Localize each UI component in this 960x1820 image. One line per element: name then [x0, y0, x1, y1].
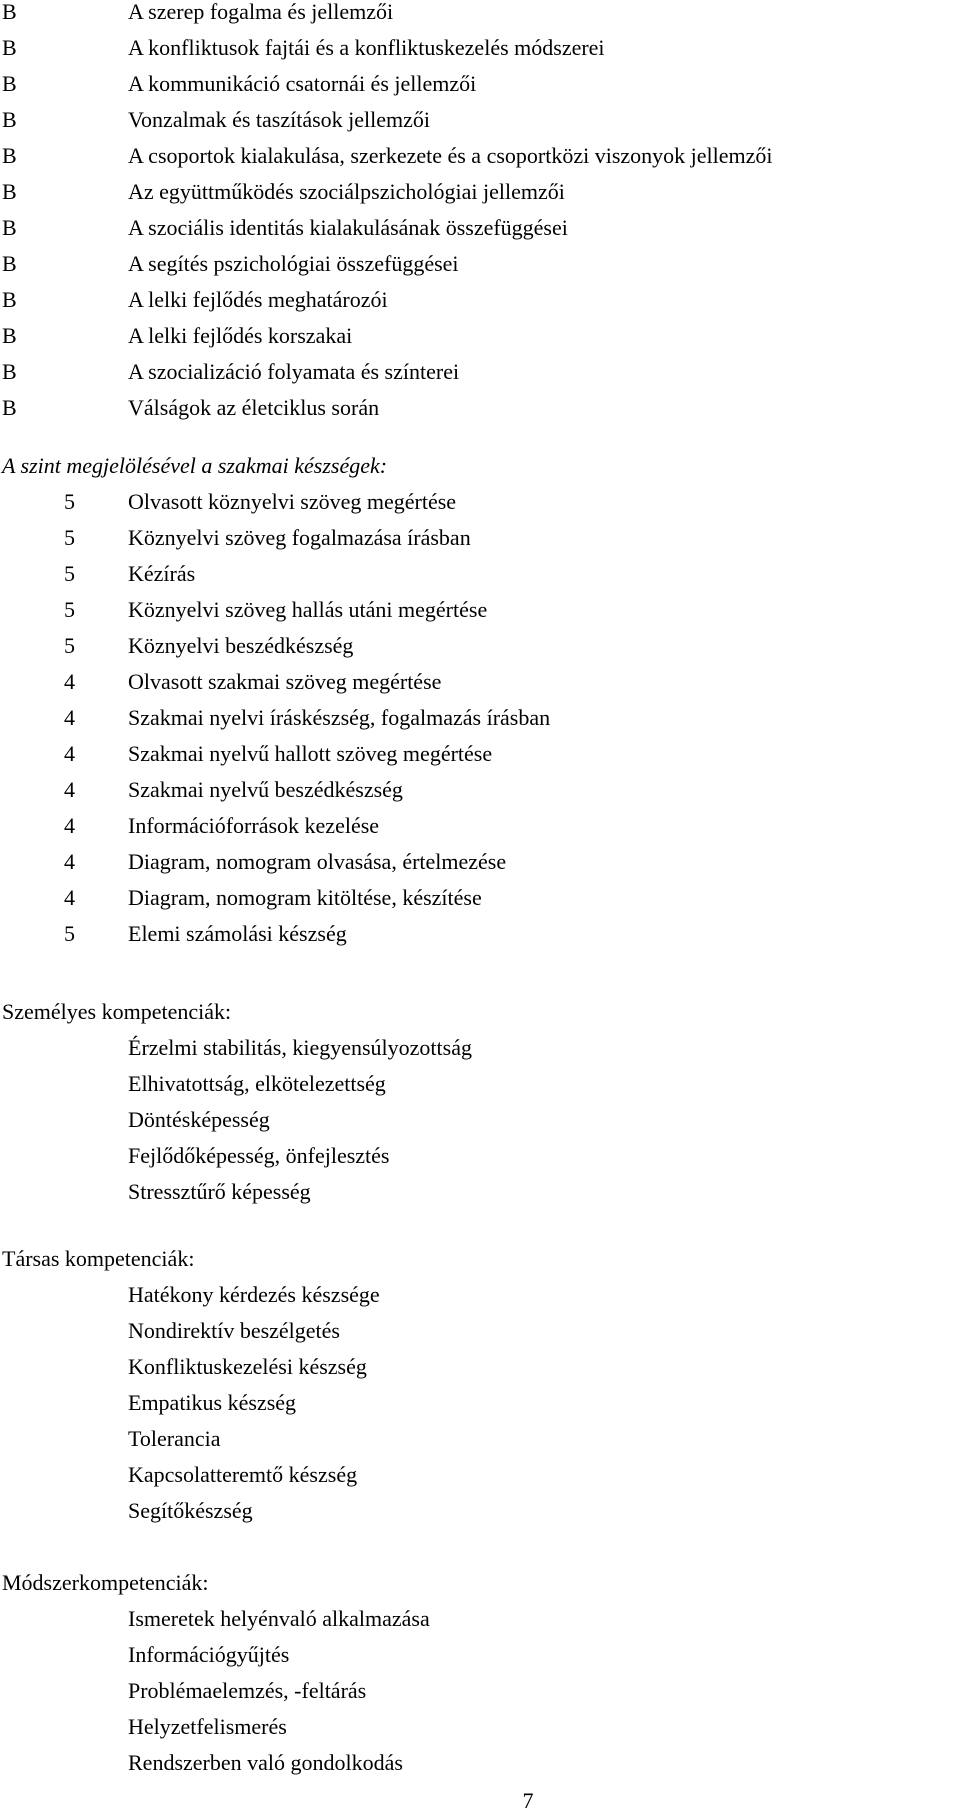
item-text: Köznyelvi szöveg fogalmazása írásban [128, 525, 471, 550]
level-marker: B [2, 35, 17, 60]
section-title: A szint megjelölésével a szakmai készségek: [2, 453, 388, 478]
level-marker: B [2, 179, 17, 204]
level-marker: 5 [64, 921, 75, 946]
list-item [0, 664, 960, 700]
list-item [0, 520, 960, 556]
item-text: Kézírás [128, 561, 196, 586]
item-text: A konfliktusok fajtái és a konfliktuskezelés módszerei [128, 35, 605, 60]
list-item [0, 1030, 960, 1066]
item-text: A szociális identitás kialakulásának összefüggései [128, 215, 568, 240]
list-item [0, 1349, 960, 1385]
level-marker: 4 [64, 705, 75, 730]
item-text: Elemi számolási készség [128, 921, 347, 946]
item-text: A szocializáció folyamata és színterei [128, 359, 460, 384]
section-title: Módszerkompetenciák: [2, 1570, 209, 1595]
item-text: Köznyelvi szöveg hallás utáni megértése [128, 597, 488, 622]
list-item [0, 808, 960, 844]
level-marker: B [2, 143, 17, 168]
list-item [0, 916, 960, 952]
list-item [0, 484, 960, 520]
item-text: Elhivatottság, elkötelezettség [128, 1071, 386, 1096]
list-item [0, 210, 960, 246]
list-item [0, 1102, 960, 1138]
item-text: Köznyelvi beszédkészség [128, 633, 354, 658]
item-text: Vonzalmak és taszítások jellemzői [128, 107, 431, 132]
item-text: Konfliktuskezelési készség [128, 1354, 367, 1379]
method-heading [0, 1565, 960, 1601]
item-text: Hatékony kérdezés készsége [128, 1282, 380, 1307]
level-marker: 5 [64, 489, 75, 514]
section-title: Személyes kompetenciák: [2, 999, 232, 1024]
item-text: Problémaelemzés, -feltárás [128, 1678, 367, 1703]
item-text: Fejlődőképesség, önfejlesztés [128, 1143, 390, 1168]
level-marker: 4 [64, 813, 75, 838]
list-item [0, 1637, 960, 1673]
item-text: Helyzetfelismerés [128, 1714, 287, 1739]
level-marker: B [2, 0, 17, 24]
item-text: Olvasott köznyelvi szöveg megértése [128, 489, 457, 514]
list-item [0, 66, 960, 102]
list-item [0, 772, 960, 808]
item-text: Nondirektív beszélgetés [128, 1318, 340, 1343]
item-text: Olvasott szakmai szöveg megértése [128, 669, 442, 694]
level-marker: 4 [64, 669, 75, 694]
social-heading [0, 1241, 960, 1277]
list-item [0, 102, 960, 138]
list-item [0, 1066, 960, 1102]
level-marker: B [2, 251, 17, 276]
item-text: Stressztűrő képesség [128, 1179, 311, 1204]
list-item [0, 1709, 960, 1745]
list-item [0, 628, 960, 664]
item-text: A szerep fogalma és jellemzői [128, 0, 394, 24]
knowledge-list [0, 0, 960, 426]
item-text: Szakmai nyelvű beszédkészség [128, 777, 403, 802]
item-text: Válságok az életciklus során [128, 395, 380, 420]
item-text: A kommunikáció csatornái és jellemzői [128, 71, 477, 96]
item-text: Diagram, nomogram kitöltése, készítése [128, 885, 482, 910]
skills-section [0, 448, 960, 952]
item-text: Empatikus készség [128, 1390, 297, 1415]
list-item [0, 1601, 960, 1637]
list-item [0, 1673, 960, 1709]
list-item [0, 0, 960, 30]
list-item [0, 1493, 960, 1529]
list-item [0, 1277, 960, 1313]
item-text: Kapcsolatteremtő készség [128, 1462, 358, 1487]
skills-heading [0, 448, 960, 484]
level-marker: B [2, 71, 17, 96]
list-item [0, 174, 960, 210]
level-marker: 5 [64, 561, 75, 586]
level-marker: 4 [64, 849, 75, 874]
item-text: Az együttműködés szociálpszichológiai jellemzői [128, 179, 565, 204]
item-text: A lelki fejlődés meghatározói [128, 287, 388, 312]
level-marker: 5 [64, 633, 75, 658]
list-item [0, 1313, 960, 1349]
item-text: A csoportok kialakulása, szerkezete és a csoportközi viszonyok jellemzői [128, 143, 773, 168]
list-item [0, 1457, 960, 1493]
item-text: Döntésképesség [128, 1107, 270, 1132]
item-text: Diagram, nomogram olvasása, értelmezése [128, 849, 507, 874]
list-item [0, 1174, 960, 1210]
section-title: Társas kompetenciák: [2, 1246, 195, 1271]
level-marker: B [2, 287, 17, 312]
list-item [0, 1745, 960, 1781]
item-text: Ismeretek helyénvaló alkalmazása [128, 1606, 430, 1631]
list-item [0, 736, 960, 772]
list-item [0, 1421, 960, 1457]
method-competencies [0, 1565, 960, 1781]
list-item [0, 390, 960, 426]
item-text: Szakmai nyelvi íráskészség, fogalmazás írásban [128, 705, 551, 730]
item-text: Érzelmi stabilitás, kiegyensúlyozottság [128, 1035, 472, 1060]
list-item [0, 30, 960, 66]
level-marker: 4 [64, 777, 75, 802]
level-marker: B [2, 215, 17, 240]
list-item [0, 880, 960, 916]
item-text: A lelki fejlődés korszakai [128, 323, 353, 348]
level-marker: 5 [64, 525, 75, 550]
social-competencies [0, 1241, 960, 1529]
item-text: Rendszerben való gondolkodás [128, 1750, 403, 1775]
list-item [0, 844, 960, 880]
personal-heading [0, 994, 960, 1030]
list-item [0, 1385, 960, 1421]
list-item [0, 1138, 960, 1174]
list-item [0, 138, 960, 174]
item-text: Segítőkészség [128, 1498, 253, 1523]
item-text: Információgyűjtés [128, 1642, 290, 1667]
item-text: Információforrások kezelése [128, 813, 380, 838]
item-text: A segítés pszichológiai összefüggései [128, 251, 459, 276]
list-item [0, 282, 960, 318]
page-number: 7 [522, 1788, 534, 1813]
level-marker: B [2, 395, 17, 420]
level-marker: B [2, 323, 17, 348]
list-item [0, 354, 960, 390]
item-text: Tolerancia [128, 1426, 221, 1451]
list-item [0, 700, 960, 736]
list-item [0, 592, 960, 628]
level-marker: 5 [64, 597, 75, 622]
level-marker: 4 [64, 885, 75, 910]
personal-competencies [0, 994, 960, 1210]
item-text: Szakmai nyelvű hallott szöveg megértése [128, 741, 493, 766]
list-item [0, 556, 960, 592]
list-item [0, 318, 960, 354]
level-marker: 4 [64, 741, 75, 766]
level-marker: B [2, 107, 17, 132]
list-item [0, 246, 960, 282]
level-marker: B [2, 359, 17, 384]
